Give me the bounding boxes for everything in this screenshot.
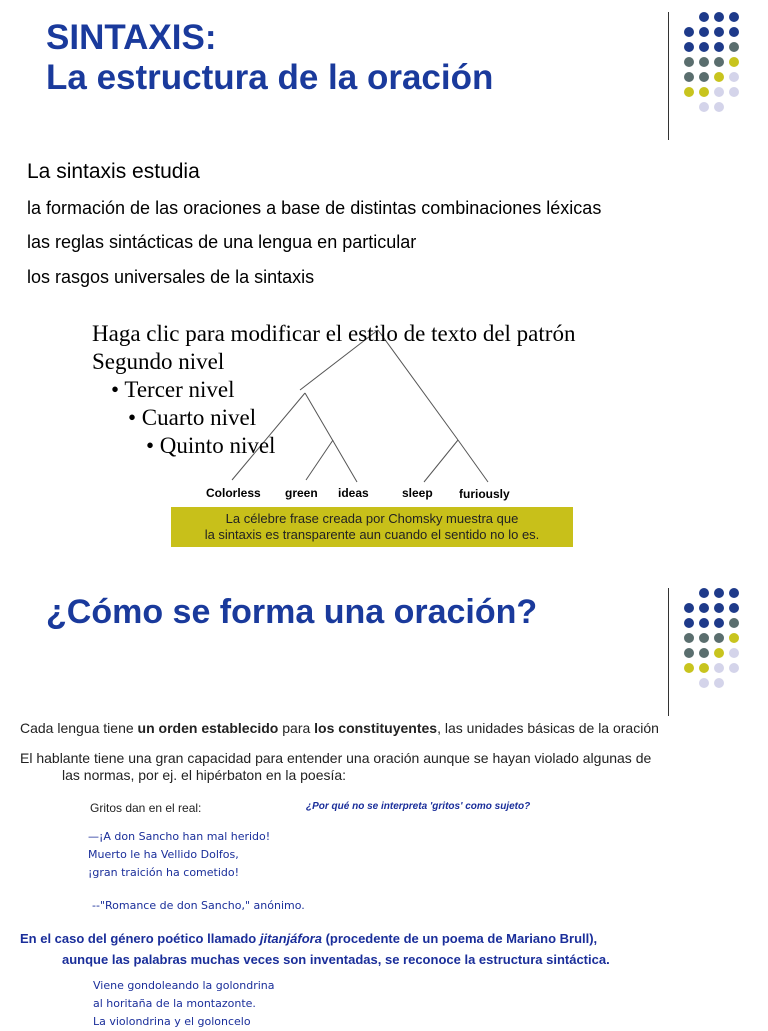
chomsky-caption	[171, 507, 573, 547]
decor-dot	[714, 618, 724, 628]
para1-bold-constituyentes: los constituyentes	[314, 720, 438, 736]
tree-branch	[458, 440, 488, 482]
tree-word-furiously: furiously	[459, 487, 510, 501]
slide1-title-line1: SINTAXIS:	[46, 18, 217, 57]
slide1-title-line2: La estructura de la oración	[46, 58, 494, 97]
jitanjafora-line1	[20, 931, 597, 946]
poem-line-1: —¡A don Sancho han mal herido!	[88, 830, 271, 843]
para1-text-a: Cada lengua tiene	[20, 720, 138, 736]
decor-dot	[699, 648, 709, 658]
decor-dot	[714, 678, 724, 688]
decor-dot	[729, 633, 739, 643]
tree-word-ideas: ideas	[338, 486, 369, 500]
decor-dot	[699, 618, 709, 628]
tree-word-colorless: Colorless	[206, 486, 261, 500]
decor-dot	[729, 648, 739, 658]
poem-attribution: --"Romance de don Sancho," anónimo.	[92, 899, 305, 912]
slide1-bullet-2: las reglas sintácticas de una lengua en particular	[27, 232, 417, 252]
decor-dot	[699, 588, 709, 598]
tree-branch	[424, 440, 458, 482]
poem-line-3: ¡gran traición ha cometido!	[88, 866, 240, 879]
decor-dot	[684, 648, 694, 658]
para1-text-c: para	[278, 720, 315, 736]
tree-branch	[305, 393, 357, 482]
decor-dot	[699, 663, 709, 673]
caption-line2: la sintaxis es transparente aun cuando el sentido no lo es.	[204, 527, 540, 542]
decor-dot	[684, 618, 694, 628]
para1-bold-orden: un orden establecido	[137, 720, 279, 736]
poem2-line-2: al horitaña de la montazonte.	[93, 997, 256, 1010]
decor-dot	[699, 633, 709, 643]
decor-dot	[684, 603, 694, 613]
placeholder-level3: • Tercer nivel	[111, 377, 235, 402]
decor-dot	[729, 663, 739, 673]
slide1-intro: La sintaxis estudia	[27, 160, 200, 183]
decor-dot	[729, 618, 739, 628]
slide2-divider	[668, 588, 669, 716]
tree-word-sleep: sleep	[402, 486, 433, 500]
placeholder-level4: • Cuarto nivel	[128, 405, 257, 430]
slide2-para2-line2: las normas, por ej. el hipérbaton en la poesía:	[62, 767, 347, 783]
poem-sancho	[88, 828, 270, 882]
jitan-word: jitanjáfora	[259, 931, 322, 946]
gritos-question: ¿Por qué no se interpreta 'gritos' como sujeto?	[306, 801, 531, 812]
caption-line1: La célebre frase creada por Chomsky muestra que	[225, 511, 519, 526]
slide1-bullet-1: la formación de las oraciones a base de distintas combinaciones léxicas	[27, 198, 602, 218]
decor-dot	[729, 603, 739, 613]
poem-jitanjafora	[93, 977, 275, 1031]
poem-line-2: Muerto le ha Vellido Dolfos,	[88, 848, 239, 861]
placeholder-level1: Haga clic para modificar el estilo de texto del patrón	[92, 321, 576, 346]
placeholder-level5: • Quinto nivel	[146, 433, 276, 458]
slide1-bullet-3: los rasgos universales de la sintaxis	[27, 267, 315, 287]
decor-dot	[684, 633, 694, 643]
decor-dot	[714, 648, 724, 658]
jitanjafora-line2: aunque las palabras muchas veces son inventadas, se reconoce la estructura sintáctica.	[62, 952, 610, 967]
decor-dot	[714, 663, 724, 673]
tree-word-green: green	[285, 486, 318, 500]
poem2-line-1: Viene gondoleando la golondrina	[93, 979, 275, 992]
jitan-text-c: (procedente de un poema de Mariano Brull),	[321, 931, 598, 946]
decor-dot	[714, 633, 724, 643]
gritos-line: Gritos dan en el real:	[90, 801, 202, 815]
decor-dot	[729, 588, 739, 598]
tree-branch	[306, 440, 333, 480]
slide2-para1	[20, 720, 659, 737]
placeholder-level2: Segundo nivel	[92, 349, 225, 374]
decor-dot	[699, 603, 709, 613]
jitan-text-a: En el caso del género poético llamado	[20, 931, 260, 946]
poem2-line-3: La violondrina y el goloncelo	[93, 1015, 251, 1028]
decor-dot	[699, 678, 709, 688]
para1-text-e: , las unidades básicas de la oración	[437, 720, 659, 736]
slide2-para2-line1: El hablante tiene una gran capacidad para entender una oración aunque se hayan violado algunas de	[20, 750, 652, 766]
decor-dot	[684, 663, 694, 673]
slide2-title: ¿Cómo se forma una oración?	[46, 593, 538, 631]
slide2-dot-grid	[684, 588, 744, 698]
decor-dot	[714, 603, 724, 613]
decor-dot	[714, 588, 724, 598]
